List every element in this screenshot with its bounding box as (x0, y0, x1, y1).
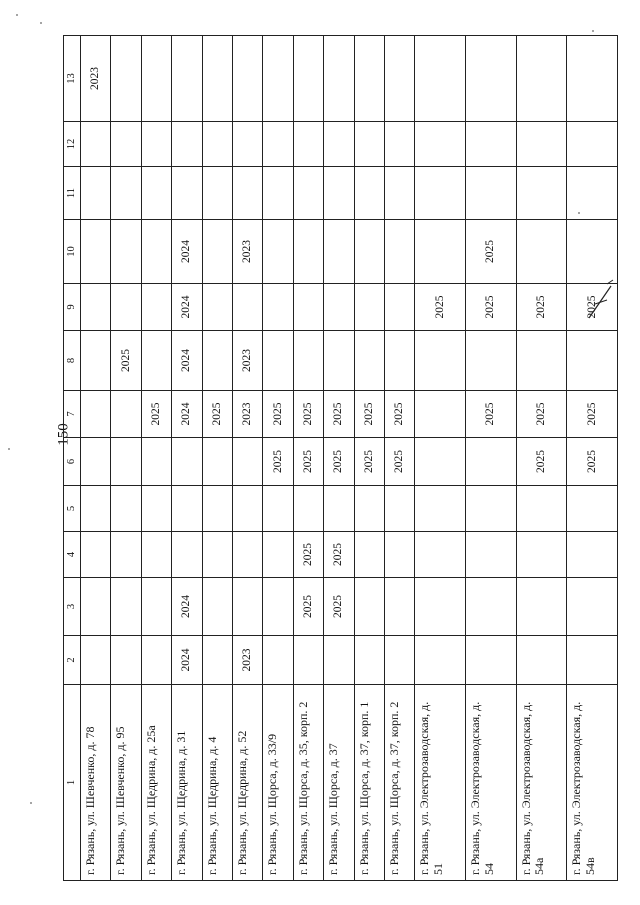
year-cell (263, 36, 293, 122)
year-cell: 2025 (466, 284, 517, 331)
year-cell: 2025 (385, 438, 415, 486)
address-cell: г. Рязань, ул. Электрозаводская, д. 54а (516, 685, 567, 881)
year-cell (233, 167, 263, 220)
scan-speck (578, 212, 580, 214)
year-cell: 2025 (293, 391, 323, 438)
year-cell (263, 122, 293, 167)
table-row (466, 36, 517, 881)
year-cell (111, 167, 141, 220)
year-cell (354, 220, 384, 284)
year-cell: 2024 (172, 220, 202, 284)
year-cell (111, 122, 141, 167)
year-cell (466, 636, 517, 685)
year-cell (385, 167, 415, 220)
year-cell (354, 578, 384, 636)
year-cell (141, 36, 171, 122)
year-cell (415, 391, 466, 438)
year-cell (466, 486, 517, 532)
header-cell: 13 (64, 36, 81, 122)
year-cell (385, 532, 415, 578)
year-cell (141, 578, 171, 636)
header-cell: 1 (64, 685, 81, 881)
year-cell (111, 284, 141, 331)
year-cell (516, 122, 567, 167)
address-cell: г. Рязань, ул. Щедрина, д. 4 (202, 685, 232, 881)
year-cell: 2025 (516, 438, 567, 486)
year-cell: 2025 (354, 438, 384, 486)
year-cell (172, 532, 202, 578)
year-cell (415, 578, 466, 636)
year-cell (567, 122, 618, 167)
scan-speck (8, 448, 10, 450)
year-cell (415, 36, 466, 122)
header-cell: 8 (64, 331, 81, 391)
year-cell (141, 284, 171, 331)
year-cell (293, 284, 323, 331)
year-cell: 2025 (324, 438, 354, 486)
year-cell: 2023 (233, 220, 263, 284)
year-cell (415, 636, 466, 685)
year-cell (567, 331, 618, 391)
year-cell (263, 331, 293, 391)
year-cell: 2024 (172, 284, 202, 331)
year-cell: 2025 (324, 532, 354, 578)
year-cell (81, 391, 111, 438)
year-cell (293, 122, 323, 167)
year-cell (141, 167, 171, 220)
year-cell (111, 486, 141, 532)
pen-mark-icon (585, 278, 617, 322)
year-cell (81, 578, 111, 636)
page-number: 150 (55, 423, 72, 446)
year-cell (324, 167, 354, 220)
year-cell (81, 331, 111, 391)
address-cell: г. Рязань, ул. Щорса, д. 37, корп. 2 (385, 685, 415, 881)
year-cell (111, 438, 141, 486)
scan-speck (592, 30, 594, 32)
year-cell (81, 636, 111, 685)
table-row (111, 36, 141, 881)
year-cell (385, 578, 415, 636)
year-cell (81, 122, 111, 167)
year-cell (141, 122, 171, 167)
address-cell: г. Рязань, ул. Щорса, д. 33/9 (263, 685, 293, 881)
header-cell: 11 (64, 167, 81, 220)
year-cell: 2025 (466, 391, 517, 438)
year-cell: 2025 (516, 284, 567, 331)
table-row (324, 36, 354, 881)
year-cell (324, 331, 354, 391)
table-body (81, 36, 618, 881)
year-cell: 2024 (172, 636, 202, 685)
year-cell (516, 220, 567, 284)
year-cell: 2024 (172, 391, 202, 438)
year-cell (324, 36, 354, 122)
year-cell (111, 220, 141, 284)
year-cell: 2025 (293, 438, 323, 486)
address-cell: г. Рязань, ул. Электрозаводская, д. 51 (415, 685, 466, 881)
year-cell (263, 220, 293, 284)
address-cell: г. Рязань, ул. Электрозаводская, д. 54 (466, 685, 517, 881)
year-cell (354, 331, 384, 391)
year-cell (324, 486, 354, 532)
year-cell (111, 532, 141, 578)
table-row (202, 36, 232, 881)
table-row (172, 36, 202, 881)
address-cell: г. Рязань, ул. Шевченко, д. 78 (81, 685, 111, 881)
table-row (385, 36, 415, 881)
header-cell: 5 (64, 486, 81, 532)
table-row (567, 36, 618, 881)
year-cell: 2023 (233, 331, 263, 391)
year-cell (293, 331, 323, 391)
header-cell: 2 (64, 636, 81, 685)
year-cell (466, 438, 517, 486)
table-row (516, 36, 567, 881)
address-cell: г. Рязань, ул. Щедрина, д. 31 (172, 685, 202, 881)
year-cell (202, 486, 232, 532)
year-cell: 2025 (324, 391, 354, 438)
year-cell (202, 331, 232, 391)
year-cell (263, 532, 293, 578)
year-cell (567, 36, 618, 122)
year-cell (415, 486, 466, 532)
scan-speck (16, 14, 18, 16)
year-cell (81, 486, 111, 532)
year-cell: 2023 (233, 391, 263, 438)
header-cell: 9 (64, 284, 81, 331)
year-cell (111, 36, 141, 122)
table-row (354, 36, 384, 881)
year-cell (81, 220, 111, 284)
year-cell (293, 167, 323, 220)
header-cell: 3 (64, 578, 81, 636)
year-cell (202, 220, 232, 284)
year-cell (385, 36, 415, 122)
year-cell (141, 486, 171, 532)
year-cell (293, 36, 323, 122)
year-cell (567, 167, 618, 220)
year-cell (202, 532, 232, 578)
year-cell (141, 636, 171, 685)
year-cell (567, 636, 618, 685)
year-cell (263, 167, 293, 220)
year-cell (385, 122, 415, 167)
year-cell (233, 36, 263, 122)
year-cell (172, 486, 202, 532)
year-cell (324, 122, 354, 167)
year-cell (263, 578, 293, 636)
year-cell: 2024 (172, 331, 202, 391)
year-cell (233, 284, 263, 331)
year-cell (516, 331, 567, 391)
year-cell (263, 486, 293, 532)
year-cell: 2025 (466, 220, 517, 284)
year-cell (172, 438, 202, 486)
year-cell (415, 220, 466, 284)
year-cell (567, 220, 618, 284)
year-cell (516, 578, 567, 636)
year-cell (172, 167, 202, 220)
year-cell (516, 167, 567, 220)
header-cell: 6 (64, 438, 81, 486)
year-cell (141, 532, 171, 578)
year-cell (81, 167, 111, 220)
year-cell (202, 36, 232, 122)
year-cell: 2023 (233, 636, 263, 685)
year-cell (81, 532, 111, 578)
year-cell (233, 122, 263, 167)
year-cell (172, 122, 202, 167)
year-cell (516, 36, 567, 122)
address-cell: г. Рязань, ул. Электрозаводская, д. 54в (567, 685, 618, 881)
year-cell (233, 486, 263, 532)
year-cell (354, 636, 384, 685)
year-cell (111, 391, 141, 438)
header-cell: 4 (64, 532, 81, 578)
housing-schedule-table-wrapper (63, 36, 618, 881)
address-cell: г. Рязань, ул. Щорса, д. 35, корп. 2 (293, 685, 323, 881)
year-cell (172, 36, 202, 122)
year-cell (141, 438, 171, 486)
year-cell (466, 532, 517, 578)
year-cell (293, 486, 323, 532)
year-cell (516, 486, 567, 532)
year-cell (415, 532, 466, 578)
table-row (81, 36, 111, 881)
year-cell (385, 284, 415, 331)
year-cell (354, 36, 384, 122)
year-cell (385, 331, 415, 391)
year-cell: 2025 (263, 391, 293, 438)
year-cell (324, 636, 354, 685)
year-cell (202, 122, 232, 167)
housing-schedule-table (63, 35, 618, 881)
header-row (64, 36, 81, 881)
year-cell: 2025 (385, 391, 415, 438)
year-cell (466, 578, 517, 636)
year-cell: 2025 (516, 391, 567, 438)
table-row (141, 36, 171, 881)
header-cell: 12 (64, 122, 81, 167)
year-cell (415, 167, 466, 220)
year-cell (385, 220, 415, 284)
scan-speck (30, 802, 32, 804)
year-cell (415, 438, 466, 486)
year-cell (202, 636, 232, 685)
year-cell: 2025 (202, 391, 232, 438)
year-cell: 2025 (567, 391, 618, 438)
header-cell: 10 (64, 220, 81, 284)
year-cell (354, 167, 384, 220)
year-cell (385, 636, 415, 685)
year-cell (202, 578, 232, 636)
year-cell: 2025 (111, 331, 141, 391)
year-cell (202, 438, 232, 486)
year-cell: 2025 (293, 532, 323, 578)
year-cell: 2025 (415, 284, 466, 331)
address-cell: г. Рязань, ул. Щорса, д. 37, корп. 1 (354, 685, 384, 881)
year-cell (141, 331, 171, 391)
year-cell (233, 578, 263, 636)
year-cell: 2025 (293, 578, 323, 636)
scan-speck (40, 22, 42, 24)
year-cell (466, 36, 517, 122)
address-cell: г. Рязань, ул. Щедрина, д. 25а (141, 685, 171, 881)
year-cell (293, 636, 323, 685)
year-cell: 2023 (81, 36, 111, 122)
header-cell: 7 (64, 391, 81, 438)
year-cell (81, 438, 111, 486)
year-cell (111, 636, 141, 685)
year-cell (81, 284, 111, 331)
year-cell (263, 284, 293, 331)
year-cell (293, 220, 323, 284)
year-cell (466, 122, 517, 167)
year-cell: 2025 (354, 391, 384, 438)
table-row (415, 36, 466, 881)
year-cell: 2025 (141, 391, 171, 438)
table-row (263, 36, 293, 881)
year-cell (466, 331, 517, 391)
year-cell (415, 122, 466, 167)
year-cell (354, 532, 384, 578)
year-cell (516, 532, 567, 578)
year-cell (233, 438, 263, 486)
year-cell (263, 636, 293, 685)
year-cell (141, 220, 171, 284)
year-cell (354, 486, 384, 532)
year-cell (354, 122, 384, 167)
rotated-table-frame (63, 36, 618, 881)
address-cell: г. Рязань, ул. Щорса, д. 37 (324, 685, 354, 881)
year-cell (567, 486, 618, 532)
year-cell: 2024 (172, 578, 202, 636)
year-cell (466, 167, 517, 220)
year-cell: 2025 (324, 578, 354, 636)
address-cell: г. Рязань, ул. Щедрина, д. 52 (233, 685, 263, 881)
year-cell (202, 284, 232, 331)
year-cell (567, 578, 618, 636)
year-cell: 2025 (263, 438, 293, 486)
year-cell (516, 636, 567, 685)
year-cell (111, 578, 141, 636)
year-cell (385, 486, 415, 532)
year-cell (567, 532, 618, 578)
year-cell (415, 331, 466, 391)
year-cell: 2025 (567, 438, 618, 486)
year-cell (233, 532, 263, 578)
year-cell (202, 167, 232, 220)
year-cell (324, 220, 354, 284)
table-row (293, 36, 323, 881)
table-row (233, 36, 263, 881)
year-cell (324, 284, 354, 331)
year-cell (354, 284, 384, 331)
year-cell: 2025 (567, 284, 618, 331)
address-cell: г. Рязань, ул. Шевченко, д. 95 (111, 685, 141, 881)
